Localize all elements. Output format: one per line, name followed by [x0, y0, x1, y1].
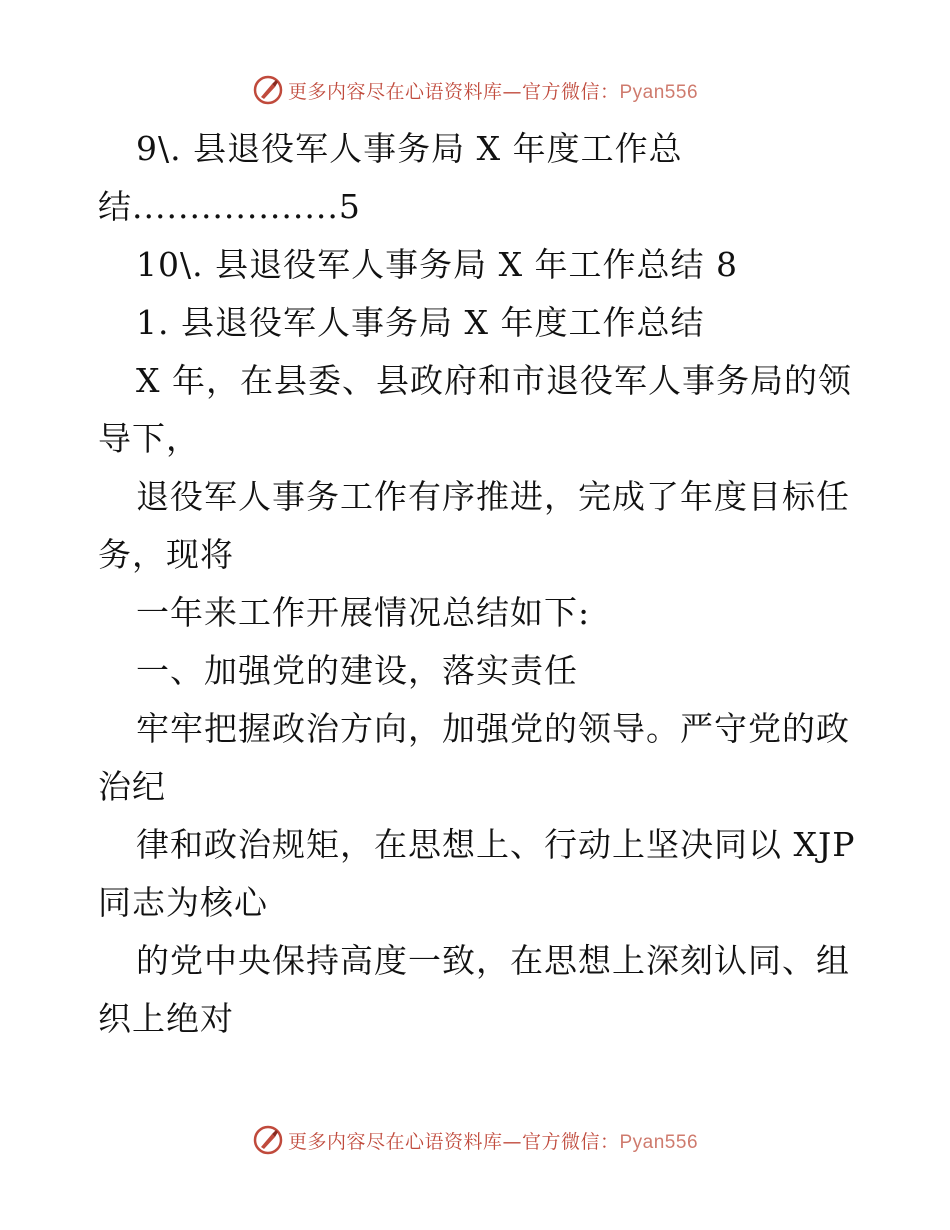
toc-entry-10: 10\. 县退役军人事务局 X 年工作总结 8: [136, 245, 739, 284]
footer-banner: [0, 1122, 950, 1158]
paragraph-line: 务，现将: [98, 535, 234, 574]
paragraph-line: 的党中央保持高度一致，在思想上深刻认同、组: [136, 941, 850, 980]
paragraph-line: X 年，在县委、县政府和市退役军人事务局的领: [136, 361, 852, 400]
heading-line: 一、加强党的建设，落实责任: [136, 651, 578, 690]
paragraph-line: 一年来工作开展情况总结如下:: [136, 593, 591, 632]
banner-text: 更多内容尽在心语资料库—官方微信：Pyan556: [287, 1130, 699, 1153]
pen-logo-icon: [252, 1124, 284, 1156]
document-body: [98, 120, 858, 1048]
paragraph-line: 同志为核心: [98, 883, 268, 922]
paragraph-line: 织上绝对: [98, 999, 234, 1038]
paragraph-line: 治纪: [98, 767, 166, 806]
wechat-id: Pyan556: [619, 1131, 699, 1153]
header-banner: [0, 72, 950, 108]
pen-logo-icon: [252, 74, 284, 106]
paragraph-line: 牢牢把握政治方向，加强党的领导。严守党的政: [136, 709, 850, 748]
section-title: 1. 县退役军人事务局 X 年度工作总结: [136, 303, 705, 342]
toc-entry-9: 9\. 县退役军人事务局 X 年度工作总: [136, 129, 683, 168]
paragraph-line: 退役军人事务工作有序推进，完成了年度目标任: [136, 477, 850, 516]
paragraph-line: 律和政治规矩，在思想上、行动上坚决同以 XJP: [136, 825, 856, 864]
paragraph-line: 导下，: [98, 419, 200, 458]
toc-entry-9-continued: 结..................5: [98, 187, 361, 226]
banner-text: 更多内容尽在心语资料库—官方微信：Pyan556: [287, 80, 699, 103]
wechat-id: Pyan556: [619, 81, 699, 103]
